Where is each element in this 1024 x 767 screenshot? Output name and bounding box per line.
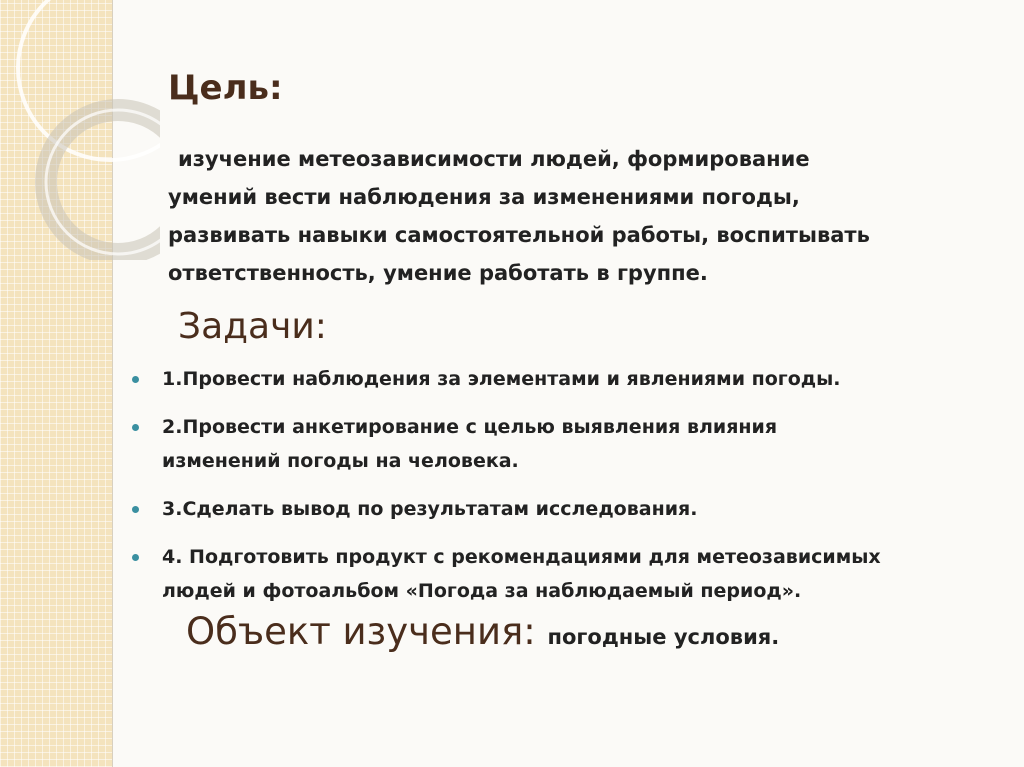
goal-line: изучение метеозависимости людей, формирование: [178, 147, 810, 171]
bullet-icon: [132, 554, 139, 561]
task-item: [130, 362, 1010, 396]
tasks-heading: Задачи:: [178, 306, 327, 347]
goal-description: [168, 140, 968, 292]
task-item: [130, 410, 1010, 478]
ring-upper: [18, 0, 160, 160]
task-text: изменений погоды на человека.: [162, 450, 519, 472]
decorative-rings: [0, 0, 160, 260]
goal-heading: Цель:: [168, 68, 283, 108]
task-text: 4. Подготовить продукт с рекомендациями для метеозависимых: [162, 546, 881, 568]
task-text: 1.Провести наблюдения за элементами и явлениями погоды.: [162, 368, 841, 390]
task-item: [130, 492, 1010, 526]
task-item: [130, 540, 1010, 608]
bullet-icon: [132, 424, 139, 431]
task-text: 3.Сделать вывод по результатам исследования.: [162, 498, 698, 520]
bullet-icon: [132, 376, 139, 383]
goal-line: развивать навыки самостоятельной работы, воспитывать: [168, 223, 870, 247]
goal-line: ответственность, умение работать в группе.: [168, 261, 708, 285]
bullet-icon: [132, 506, 139, 513]
task-text: людей и фотоальбом «Погода за наблюдаемый период».: [162, 580, 802, 602]
goal-line: умений вести наблюдения за изменениями погоды,: [168, 185, 800, 209]
object-heading: Объект изучения:: [186, 610, 536, 653]
ring-lower: [46, 110, 160, 254]
task-text: 2.Провести анкетирование с целью выявления влияния: [162, 416, 778, 438]
task-list: [130, 362, 1010, 622]
object-of-study: [186, 610, 779, 653]
object-text: погодные условия.: [547, 625, 780, 649]
